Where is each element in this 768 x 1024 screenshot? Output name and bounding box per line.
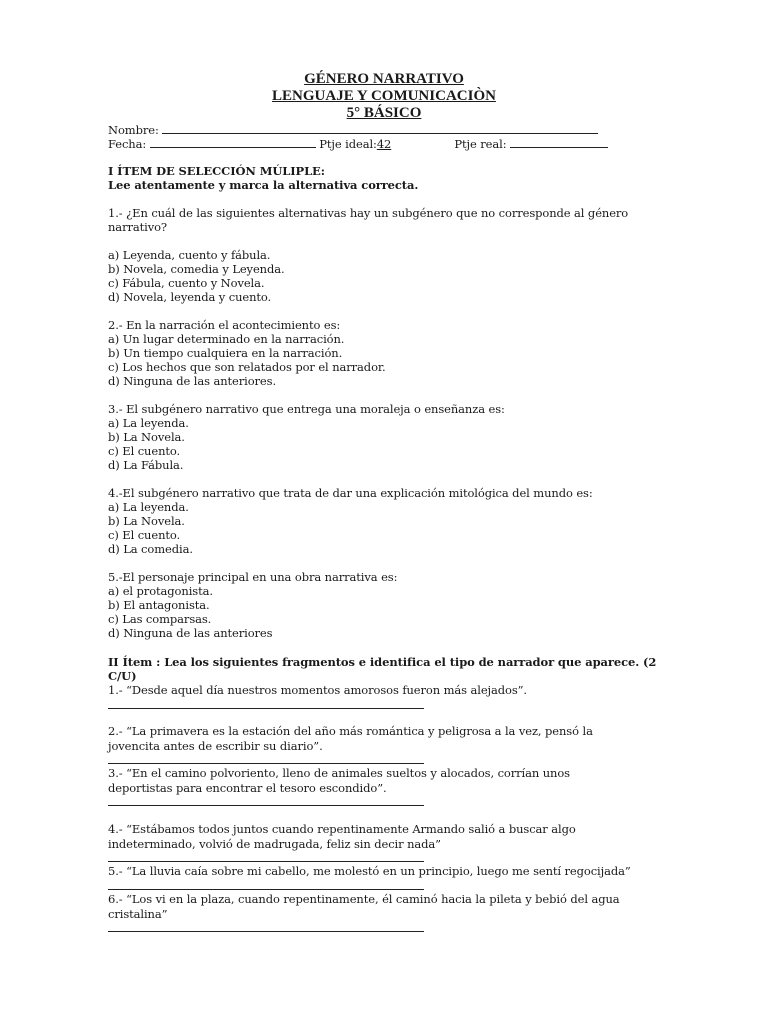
q2-option-d[interactable]: d) Ninguna de las anteriores. [108,374,276,388]
answer-line-3[interactable] [108,805,424,806]
fragment-4-cont: indeterminado, volvió de madrugada, feliz sin decir nada” [108,837,441,851]
fragment-6-cont: cristalina” [108,907,168,921]
ideal-score-value: 42 [376,137,392,151]
section2-heading: II Ítem : Lea los siguientes fragmentos e identifica el tipo de narrador que aparece. (2 [108,655,657,669]
title-grade: 5° BÁSICO [346,105,422,121]
answer-line-5[interactable] [108,889,424,890]
q3-option-a[interactable]: a) La leyenda. [108,416,189,430]
q2-option-a[interactable]: a) Un lugar determinado en la narración. [108,332,345,346]
q5-option-c[interactable]: c) Las comparsas. [108,612,212,626]
fragment-2: 2.- “La primavera es la estación del año más romántica y peligrosa a la vez, pensó la [108,724,593,738]
title-subject: LENGUAJE Y COMUNICACIÒN [272,88,496,104]
fragment-3: 3.- “En el camino polvoriento, lleno de animales sueltos y alocados, corrían unos [108,766,570,780]
q3-text: 3.- El subgénero narrativo que entrega una moraleja o enseñanza es: [108,402,505,416]
q4-text: 4.-El subgénero narrativo que trata de dar una explicación mitológica del mundo es: [108,486,593,500]
q1-option-b[interactable]: b) Novela, comedia y Leyenda. [108,262,285,276]
q4-option-d[interactable]: d) La comedia. [108,542,193,556]
q5-option-a[interactable]: a) el protagonista. [108,584,213,598]
date-score-row [108,136,608,151]
q2-text: 2.- En la narración el acontecimiento es: [108,318,341,332]
fragment-1: 1.- “Desde aquel día nuestros momentos amorosos fueron más alejados”. [108,683,527,697]
answer-line-6[interactable] [108,931,424,932]
q1-text: 1.- ¿En cuál de las siguientes alternativas hay un subgénero que no corresponde al género [108,206,629,220]
answer-line-1[interactable] [108,708,424,709]
q1-option-a[interactable]: a) Leyenda, cuento y fábula. [108,248,271,262]
fragment-3-cont: deportistas para encontrar el tesoro escondido”. [108,781,387,795]
section2-heading-cont: C/U) [108,669,137,683]
q1-option-d[interactable]: d) Novela, leyenda y cuento. [108,290,272,304]
date-blank[interactable] [150,136,316,148]
q4-option-a[interactable]: a) La leyenda. [108,500,189,514]
fragment-4: 4.- “Estábamos todos juntos cuando repentinamente Armando salió a buscar algo [108,822,576,836]
q1-text-cont: narrativo? [108,220,167,234]
answer-line-2[interactable] [108,763,424,764]
q5-text: 5.-El personaje principal en una obra narrativa es: [108,570,398,584]
q3-option-d[interactable]: d) La Fábula. [108,458,184,472]
q5-option-d[interactable]: d) Ninguna de las anteriores [108,626,273,640]
name-label: Nombre: [108,123,159,137]
fragment-5: 5.- “La lluvia caía sobre mi cabello, me molestó en un principio, luego me sentí regocijada” [108,864,631,878]
name-field-row [108,122,598,137]
fragment-2-cont: jovencita antes de escribir su diario”. [108,739,323,753]
real-score-blank[interactable] [510,136,608,148]
q5-option-b[interactable]: b) El antagonista. [108,598,210,612]
q3-option-b[interactable]: b) La Novela. [108,430,185,444]
section1-heading: I ÍTEM DE SELECCIÓN MÚLIPLE: [108,164,325,178]
answer-line-4[interactable] [108,861,424,862]
q4-option-c[interactable]: c) El cuento. [108,528,181,542]
real-score-label: Ptje real: [454,137,507,151]
q2-option-c[interactable]: c) Los hechos que son relatados por el narrador. [108,360,386,374]
title-genre: GÉNERO NARRATIVO [304,71,464,87]
date-label: Fecha: [108,137,147,151]
ideal-score-label: Ptje ideal: [319,137,377,151]
section1-instruction: Lee atentamente y marca la alternativa correcta. [108,178,419,192]
fragment-6: 6.- “Los vi en la plaza, cuando repentinamente, él caminó hacia la pileta y bebió del agua [108,892,620,906]
q1-option-c[interactable]: c) Fábula, cuento y Novela. [108,276,265,290]
q2-option-b[interactable]: b) Un tiempo cualquiera en la narración. [108,346,343,360]
name-blank[interactable] [162,122,598,134]
q3-option-c[interactable]: c) El cuento. [108,444,181,458]
q4-option-b[interactable]: b) La Novela. [108,514,185,528]
